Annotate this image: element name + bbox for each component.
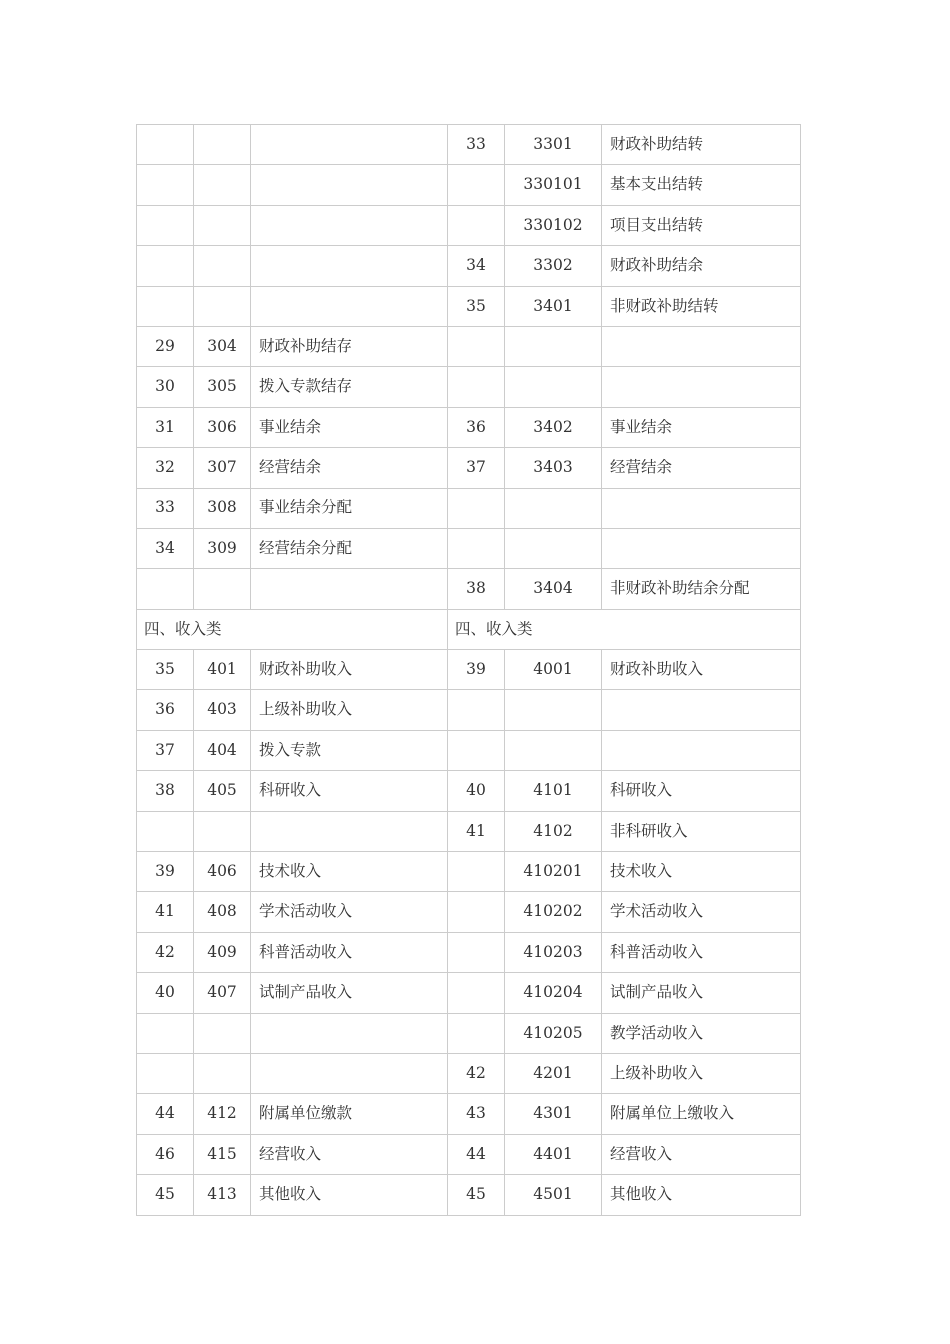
old-name-cell: 技术收入: [251, 852, 448, 892]
new-seq-cell: 35: [448, 286, 505, 326]
old-name-cell: 经营收入: [251, 1134, 448, 1174]
old-seq-cell: [137, 811, 194, 851]
table-row: [137, 165, 801, 205]
new-code-cell: [505, 488, 602, 528]
new-code-cell: 4102: [505, 811, 602, 851]
new-seq-cell: 44: [448, 1134, 505, 1174]
old-name-cell: [251, 569, 448, 609]
old-seq-cell: 44: [137, 1094, 194, 1134]
new-seq-cell: [448, 326, 505, 366]
old-seq-cell: 35: [137, 650, 194, 690]
new-seq-cell: 40: [448, 771, 505, 811]
old-seq-cell: 45: [137, 1175, 194, 1215]
old-code-cell: [194, 125, 251, 165]
old-name-cell: [251, 165, 448, 205]
new-name-cell: 基本支出结转: [602, 165, 801, 205]
new-name-cell: 科研收入: [602, 771, 801, 811]
old-code-cell: 404: [194, 730, 251, 770]
old-seq-cell: 30: [137, 367, 194, 407]
new-name-cell: 财政补助结转: [602, 125, 801, 165]
old-name-cell: 财政补助收入: [251, 650, 448, 690]
old-name-cell: 经营结余: [251, 448, 448, 488]
table-row: [137, 1134, 801, 1174]
old-code-cell: 309: [194, 528, 251, 568]
new-code-cell: 330101: [505, 165, 602, 205]
old-name-cell: 事业结余分配: [251, 488, 448, 528]
table-row: [137, 932, 801, 972]
new-seq-cell: 43: [448, 1094, 505, 1134]
old-code-cell: 308: [194, 488, 251, 528]
new-code-cell: 4401: [505, 1134, 602, 1174]
table-row: [137, 488, 801, 528]
old-seq-cell: 38: [137, 771, 194, 811]
account-mapping-table: [136, 124, 801, 1216]
new-name-cell: [602, 690, 801, 730]
new-name-cell: 教学活动收入: [602, 1013, 801, 1053]
table-row: [137, 569, 801, 609]
new-code-cell: 3403: [505, 448, 602, 488]
new-name-cell: 其他收入: [602, 1175, 801, 1215]
table-body: [137, 125, 801, 1216]
table-row: [137, 892, 801, 932]
old-seq-cell: 29: [137, 326, 194, 366]
old-code-cell: [194, 165, 251, 205]
new-seq-cell: [448, 892, 505, 932]
old-code-cell: 406: [194, 852, 251, 892]
old-seq-cell: 46: [137, 1134, 194, 1174]
old-code-cell: 413: [194, 1175, 251, 1215]
old-name-cell: 财政补助结存: [251, 326, 448, 366]
new-name-cell: 项目支出结转: [602, 205, 801, 245]
old-code-cell: 403: [194, 690, 251, 730]
new-code-cell: 4201: [505, 1053, 602, 1093]
old-seq-cell: 33: [137, 488, 194, 528]
new-seq-cell: 36: [448, 407, 505, 447]
old-seq-cell: [137, 1013, 194, 1053]
new-name-cell: 经营收入: [602, 1134, 801, 1174]
new-name-cell: 附属单位上缴收入: [602, 1094, 801, 1134]
new-name-cell: 上级补助收入: [602, 1053, 801, 1093]
new-seq-cell: 33: [448, 125, 505, 165]
old-seq-cell: [137, 1053, 194, 1093]
new-name-cell: [602, 326, 801, 366]
new-code-cell: 4501: [505, 1175, 602, 1215]
new-name-cell: [602, 730, 801, 770]
table-row: [137, 448, 801, 488]
new-code-cell: [505, 690, 602, 730]
old-seq-cell: [137, 205, 194, 245]
old-section-heading: 四、收入类: [137, 609, 448, 649]
new-seq-cell: [448, 730, 505, 770]
old-seq-cell: 37: [137, 730, 194, 770]
new-seq-cell: 38: [448, 569, 505, 609]
new-name-cell: 非财政补助结转: [602, 286, 801, 326]
old-seq-cell: [137, 165, 194, 205]
new-seq-cell: [448, 932, 505, 972]
old-code-cell: 409: [194, 932, 251, 972]
old-name-cell: [251, 205, 448, 245]
old-name-cell: 试制产品收入: [251, 973, 448, 1013]
new-code-cell: [505, 528, 602, 568]
table-row: [137, 730, 801, 770]
new-name-cell: [602, 367, 801, 407]
old-name-cell: 事业结余: [251, 407, 448, 447]
table-row: [137, 246, 801, 286]
old-seq-cell: [137, 125, 194, 165]
new-name-cell: 事业结余: [602, 407, 801, 447]
new-code-cell: 3404: [505, 569, 602, 609]
new-seq-cell: 41: [448, 811, 505, 851]
old-name-cell: [251, 246, 448, 286]
new-seq-cell: [448, 205, 505, 245]
table-row: [137, 367, 801, 407]
new-code-cell: 4101: [505, 771, 602, 811]
old-code-cell: [194, 811, 251, 851]
old-name-cell: 拨入专款: [251, 730, 448, 770]
old-seq-cell: [137, 246, 194, 286]
old-name-cell: 科普活动收入: [251, 932, 448, 972]
new-name-cell: 经营结余: [602, 448, 801, 488]
table-row: [137, 125, 801, 165]
new-seq-cell: 45: [448, 1175, 505, 1215]
old-code-cell: 412: [194, 1094, 251, 1134]
new-code-cell: 4001: [505, 650, 602, 690]
table-row: [137, 205, 801, 245]
new-seq-cell: 39: [448, 650, 505, 690]
table-row: [137, 1175, 801, 1215]
old-code-cell: 405: [194, 771, 251, 811]
old-name-cell: 附属单位缴款: [251, 1094, 448, 1134]
table-row: [137, 286, 801, 326]
old-seq-cell: [137, 286, 194, 326]
new-name-cell: [602, 528, 801, 568]
old-code-cell: [194, 1053, 251, 1093]
old-name-cell: 经营结余分配: [251, 528, 448, 568]
new-seq-cell: [448, 528, 505, 568]
old-code-cell: 407: [194, 973, 251, 1013]
old-seq-cell: 34: [137, 528, 194, 568]
new-seq-cell: [448, 690, 505, 730]
new-name-cell: 非财政补助结余分配: [602, 569, 801, 609]
new-code-cell: 3401: [505, 286, 602, 326]
new-name-cell: 财政补助结余: [602, 246, 801, 286]
new-code-cell: 4301: [505, 1094, 602, 1134]
old-code-cell: 307: [194, 448, 251, 488]
table-row: [137, 650, 801, 690]
new-seq-cell: 42: [448, 1053, 505, 1093]
new-code-cell: 410203: [505, 932, 602, 972]
new-section-heading: 四、收入类: [448, 609, 801, 649]
table-row: [137, 407, 801, 447]
old-name-cell: 学术活动收入: [251, 892, 448, 932]
old-seq-cell: 42: [137, 932, 194, 972]
section-row: [137, 609, 801, 649]
new-seq-cell: [448, 973, 505, 1013]
new-name-cell: 学术活动收入: [602, 892, 801, 932]
new-name-cell: 试制产品收入: [602, 973, 801, 1013]
new-seq-cell: [448, 165, 505, 205]
old-code-cell: 306: [194, 407, 251, 447]
new-name-cell: 技术收入: [602, 852, 801, 892]
old-code-cell: 304: [194, 326, 251, 366]
new-code-cell: [505, 326, 602, 366]
new-code-cell: 3402: [505, 407, 602, 447]
table-row: [137, 811, 801, 851]
old-name-cell: [251, 125, 448, 165]
old-code-cell: 415: [194, 1134, 251, 1174]
new-seq-cell: 34: [448, 246, 505, 286]
old-code-cell: [194, 246, 251, 286]
old-name-cell: 拨入专款结存: [251, 367, 448, 407]
table-row: [137, 326, 801, 366]
table-row: [137, 528, 801, 568]
old-name-cell: [251, 1013, 448, 1053]
old-code-cell: 401: [194, 650, 251, 690]
new-code-cell: 3302: [505, 246, 602, 286]
old-code-cell: [194, 286, 251, 326]
old-code-cell: [194, 569, 251, 609]
old-seq-cell: 36: [137, 690, 194, 730]
old-seq-cell: 32: [137, 448, 194, 488]
old-seq-cell: 40: [137, 973, 194, 1013]
new-code-cell: [505, 367, 602, 407]
old-name-cell: 科研收入: [251, 771, 448, 811]
old-seq-cell: 31: [137, 407, 194, 447]
old-code-cell: [194, 205, 251, 245]
table-row: [137, 771, 801, 811]
table-row: [137, 852, 801, 892]
new-code-cell: [505, 730, 602, 770]
table-row: [137, 690, 801, 730]
new-code-cell: 410204: [505, 973, 602, 1013]
old-seq-cell: [137, 569, 194, 609]
new-name-cell: 财政补助收入: [602, 650, 801, 690]
new-seq-cell: [448, 852, 505, 892]
old-seq-cell: 41: [137, 892, 194, 932]
old-code-cell: [194, 1013, 251, 1053]
table-row: [137, 973, 801, 1013]
new-seq-cell: [448, 367, 505, 407]
new-seq-cell: [448, 1013, 505, 1053]
old-seq-cell: 39: [137, 852, 194, 892]
new-code-cell: 3301: [505, 125, 602, 165]
old-name-cell: [251, 286, 448, 326]
new-code-cell: 410201: [505, 852, 602, 892]
old-name-cell: 上级补助收入: [251, 690, 448, 730]
new-name-cell: 科普活动收入: [602, 932, 801, 972]
table-row: [137, 1094, 801, 1134]
old-name-cell: 其他收入: [251, 1175, 448, 1215]
old-name-cell: [251, 811, 448, 851]
new-code-cell: 410202: [505, 892, 602, 932]
old-code-cell: 305: [194, 367, 251, 407]
new-seq-cell: 37: [448, 448, 505, 488]
new-seq-cell: [448, 488, 505, 528]
new-code-cell: 410205: [505, 1013, 602, 1053]
old-name-cell: [251, 1053, 448, 1093]
table-row: [137, 1053, 801, 1093]
new-name-cell: 非科研收入: [602, 811, 801, 851]
new-name-cell: [602, 488, 801, 528]
old-code-cell: 408: [194, 892, 251, 932]
new-code-cell: 330102: [505, 205, 602, 245]
table-row: [137, 1013, 801, 1053]
